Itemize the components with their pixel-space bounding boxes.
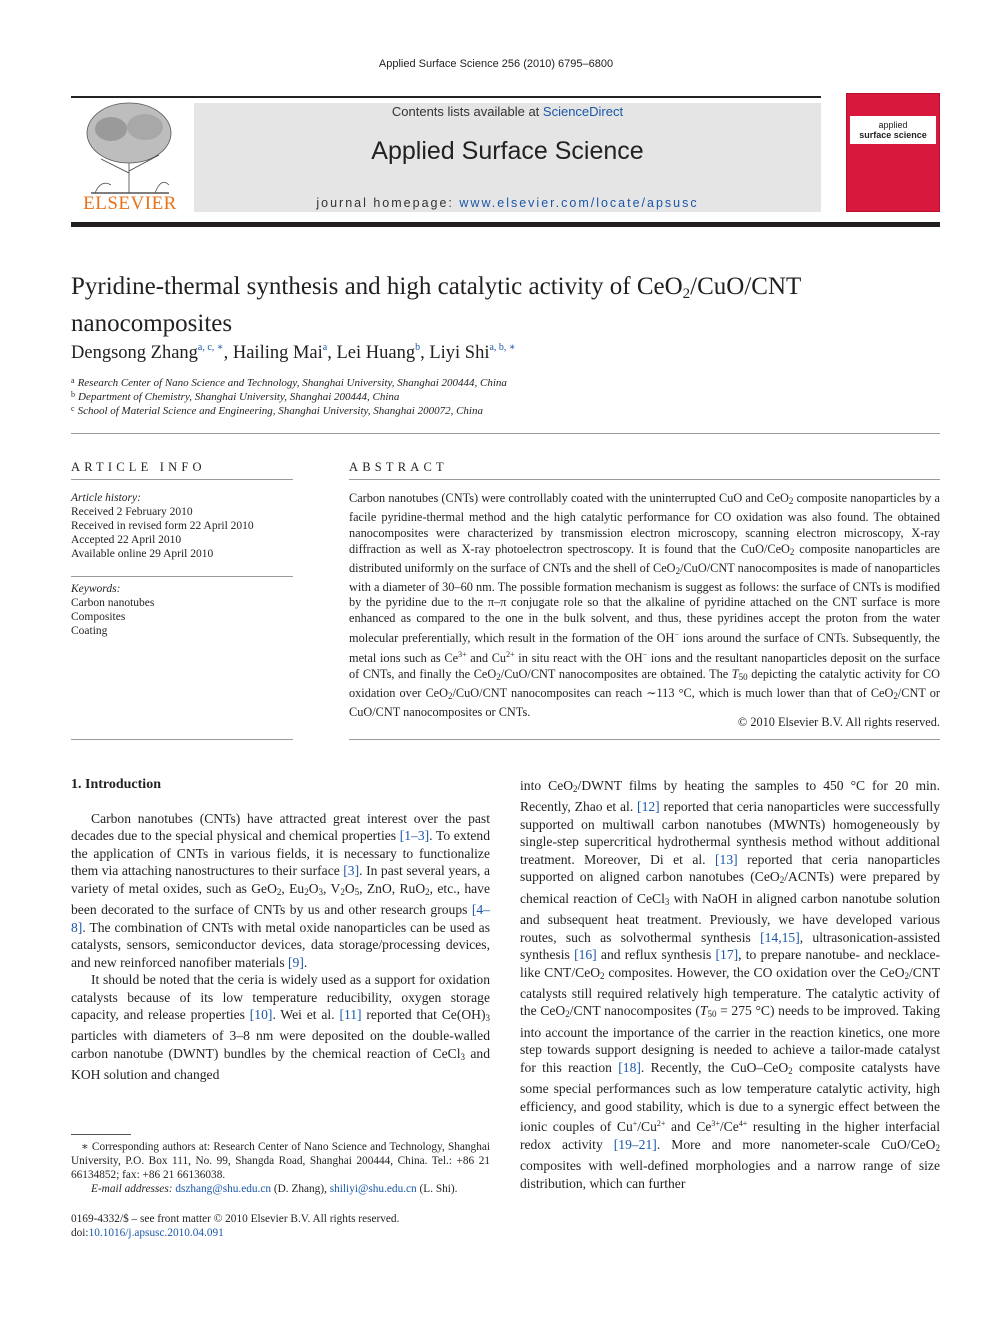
publication-info [71, 1212, 399, 1240]
email-owner: (D. Zhang), [271, 1183, 330, 1195]
author-separator: , [223, 343, 233, 363]
homepage-prefix: journal homepage: [316, 196, 460, 210]
affiliation-text: Department of Chemistry, Shanghai University, Shanghai 200444, China [78, 391, 400, 403]
body-column-right [520, 777, 940, 1192]
citation-link[interactable]: [1–3] [399, 828, 430, 844]
divider [71, 739, 293, 740]
history-item: Received in revised form 22 April 2010 [71, 520, 254, 532]
cover-title-line1: applied [878, 120, 908, 130]
affiliation-mark: a [71, 376, 75, 385]
affiliation-mark: b [71, 390, 75, 399]
citation-link[interactable]: [9] [288, 954, 304, 970]
affiliation [71, 404, 483, 417]
citation-link[interactable]: [16] [574, 947, 597, 963]
title-part1: Pyridine-thermal synthesis and high catalytic activity of CeO [71, 273, 683, 300]
body-paragraph: into CeO$_2$/DWNT films by heating the samples to 450 °C for 20 min. Recently, Zhao et al. [12] reported that ceria nanoparticles were successfully supported on multiwall carbon nanotubes (MWNTs) homogeneously by single-step supercritical hydrothermal synthesis method without additional treatment. Moreover, Di et al. [13] reported that ceria nanoparticles supported on aligned carbon nanotubes (CeO$_2$/ACNTs) were prepared by chemical reaction of CeCl$_3$ with NaOH in aligned carbon nanotube solution and subsequent heat treatment. Previously, we have developed various routes, such as solvothermal synthesis [14,15], ultrasonication-assisted synthesis [16] and reflux synthesis [17], to prepare nanotube- and necklace-like CNT/CeO$_2$ composites. However, the CO oxidation over the CeO$_2$/CNT catalysts still required relatively high temperature. The catalytic activity of the CeO$_2$/CNT nanocomposites ($T_{50} = 275$ °C) needs to be improved. Taking into account the importance of the carrier in the reaction kinetics, one more step towards support designing is needed to achieve a tailor-made catalyst for this reaction [18]. Recently, the CuO–CeO$_2$ composite catalysts have some special performances such as low temperature catalytic activity, high efficiency, and good stability, which is due to a synergic effect between the ionic couples of $Cu^+/Cu^{2+}$ and $Ce^{3+}/Ce^{4+}$ resulting in the higher interfacial redox activity [19–21]. More and more nanometer-scale CuO/CeO$_2$ composites with well-defined morphologies and a narrow range of size distribution, which can further [520, 778, 941, 1191]
journal-name: Applied Surface Science [371, 137, 644, 165]
abstract-heading: ABSTRACT [349, 460, 448, 474]
citation-link[interactable]: [4–8] [71, 902, 490, 935]
email-link[interactable]: shiliyi@shu.edu.cn [329, 1183, 417, 1195]
author-affil-marks[interactable]: a [322, 342, 328, 353]
issn-line: 0169-4332/$ – see front matter © 2010 Elsevier B.V. All rights reserved. [71, 1213, 400, 1225]
body-paragraph: Carbon nanotubes (CNTs) have attracted great interest over the past decades due to the special physical and chemical properties [1–3]. To extend the application of CNTs in various fields, it is necessary to functionalize them via attaching nanostructures to their surface [3]. In past several years, a variety of metal oxides, such as GeO$_2$, $Eu_2O_3$, $V_2O_5$, ZnO, RuO$_2$, etc., have been decorated to the surface of CNTs by us and other research groups [4–8]. The combination of CNTs with metal oxide nanoparticles can be used as catalysts, sensors, semiconductor devices, data storage/processing devices, and new reinforced nanofiber materials [9]. [71, 811, 490, 970]
affiliation-text: Research Center of Nano Science and Technology, Shanghai University, Shanghai 200444, China [77, 377, 507, 389]
elsevier-wordmark: ELSEVIER [83, 193, 177, 214]
divider [71, 479, 293, 480]
citation-link[interactable]: [11] [339, 1006, 362, 1022]
history-item: Accepted 22 April 2010 [71, 534, 182, 546]
divider [349, 479, 940, 480]
citation-link[interactable]: [13] [715, 851, 738, 867]
footnote-divider [71, 1134, 131, 1135]
author-name[interactable]: Lei Huang [336, 343, 416, 363]
journal-cover-thumbnail [846, 93, 940, 212]
contents-prefix: Contents lists available at [391, 104, 543, 119]
author-separator: , [420, 343, 430, 363]
cover-title [850, 116, 936, 144]
divider [71, 576, 293, 577]
header-thick-rule [71, 222, 940, 227]
keywords [71, 582, 154, 638]
divider [349, 739, 940, 740]
author-separator: , [327, 343, 337, 363]
citation-link[interactable]: [19–21] [613, 1136, 657, 1152]
divider [71, 433, 940, 434]
citation-link[interactable]: [10] [249, 1006, 273, 1022]
author-affil-marks[interactable]: a, b, ∗ [489, 342, 516, 353]
sciencedirect-link[interactable]: ScienceDirect [542, 104, 624, 119]
citation-link[interactable]: [18] [618, 1059, 641, 1075]
email-link[interactable]: dszhang@shu.edu.cn [175, 1183, 272, 1195]
keyword: Composites [71, 611, 126, 623]
author-name[interactable]: Liyi Shi [429, 343, 490, 363]
history-item: Received 2 February 2010 [71, 506, 193, 518]
journal-homepage [194, 196, 821, 210]
citation-link[interactable]: [3] [343, 863, 360, 879]
author-name[interactable]: Hailing Mai [232, 343, 323, 363]
title-part3: nanocomposites [71, 310, 233, 337]
citation-link[interactable]: [14,15] [760, 929, 800, 945]
article-history [71, 491, 254, 561]
doi-prefix: doi: [71, 1227, 89, 1239]
email-owner: (L. Shi). [416, 1183, 458, 1195]
article-info-heading: ARTICLE INFO [71, 460, 206, 474]
corresponding-author-footnote [71, 1140, 490, 1196]
elsevier-logo [71, 93, 189, 215]
contents-availability [194, 104, 821, 119]
title-part2: /CuO/CNT [690, 273, 802, 300]
cover-title-line2: surface science [859, 130, 927, 140]
author-affil-marks[interactable]: b [415, 342, 421, 353]
copyright-notice: © 2010 Elsevier B.V. All rights reserved. [737, 715, 940, 729]
title-subscript: 2 [682, 286, 691, 302]
homepage-link[interactable]: www.elsevier.com/locate/apsusc [459, 196, 699, 210]
author-list [71, 342, 516, 364]
article-title [71, 272, 931, 338]
affiliation-text: School of Material Science and Engineering, Shanghai University, Shanghai 200072, China [77, 405, 483, 417]
affiliation-mark: c [71, 404, 75, 413]
body-paragraph: It should be noted that the ceria is widely used as a support for oxidation catalysts because of its low temperature reducibility, oxygen storage capacity, and release properties [10]. Wei et al. [11] reported that $Ce(OH)_3$ particles with diameters of 3–8 nm were deposited on the double-walled carbon nanotube (DWNT) bundles by the chemical reaction of CeCl$_3$ and KOH solution and changed [71, 972, 491, 1083]
corresponding-text: ∗ Corresponding authors at: Research Center of Nano Science and Technology, Shanghai University, P.O. Box 111, No. 99, Shangda Road, Shanghai 200444, China. Tel.: +86 21 66134852; fax: +86 21 66136038. [71, 1141, 490, 1181]
author-affil-marks[interactable]: a, c, ∗ [197, 342, 224, 353]
journal-citation: Applied Surface Science 256 (2010) 6795–6800 [378, 58, 614, 70]
author-name[interactable]: Dengsong Zhang [71, 343, 198, 363]
body-column-left [71, 810, 490, 1084]
affiliation [71, 390, 399, 403]
history-label: Article history: [71, 492, 141, 504]
affiliation [71, 376, 507, 389]
history-item: Available online 29 April 2010 [71, 548, 214, 560]
citation-link[interactable]: [17] [715, 947, 739, 963]
abstract-text: Carbon nanotubes (CNTs) were controllably coated with the uninterrupted CuO and CeO$_2$ composite nanoparticles by a facile pyridine-thermal method and the high catalytic performance for CO oxidation was also found. The obtained nanocomposites were characterized by transmission electron microscopy, scanning electron microscopy, X-ray diffraction as well as X-ray photoelectron spectroscopy. It is found that the CuO/CeO$_2$ composite nanoparticles are distributed uniformly on the surface of CNTs and the shell of CeO$_2$/CuO/CNT nanocomposites is made of nanoparticles with a diameter of 30–60 nm. The possible formation mechanism is suggest as follows: the surface of CNTs is modified by the pyridine due to the π–π conjugate role so that the alkaline of pyridine attached on the CNT surface is more enhanced as compared to the one in the bulk solvent, and thus, these pyridines accept the proton from the water molecular preferentially, which result in the formation of the OH− ions around the surface of CNTs. Subsequently, the metal ions such as $Ce^{3+}$ and $Cu^{2+}$ in situ react with the OH− ions and the resultant nanoparticles deposit on the surface of CNTs, and finally the CeO$_2$/CuO/CNT nanocomposites are obtained. The $T_{50}$ depicting the catalytic activity for CO oxidation over CeO$_2$/CuO/CNT nanocomposites can reach ∼113 °C, which is much lower than that of CeO$_2$/CNT or CuO/CNT nanocomposites or CNTs. [349, 491, 941, 719]
header-top-rule [71, 96, 821, 98]
keyword: Coating [71, 625, 108, 637]
keywords-label: Keywords: [71, 583, 121, 595]
section-heading: 1. Introduction [71, 777, 161, 792]
email-label: E-mail addresses: [91, 1183, 173, 1195]
email-line [71, 1182, 490, 1196]
citation-link[interactable]: [12] [637, 799, 660, 815]
doi-line [71, 1226, 399, 1240]
keyword: Carbon nanotubes [71, 597, 155, 609]
doi-link[interactable]: 10.1016/j.apsusc.2010.04.091 [88, 1227, 224, 1239]
